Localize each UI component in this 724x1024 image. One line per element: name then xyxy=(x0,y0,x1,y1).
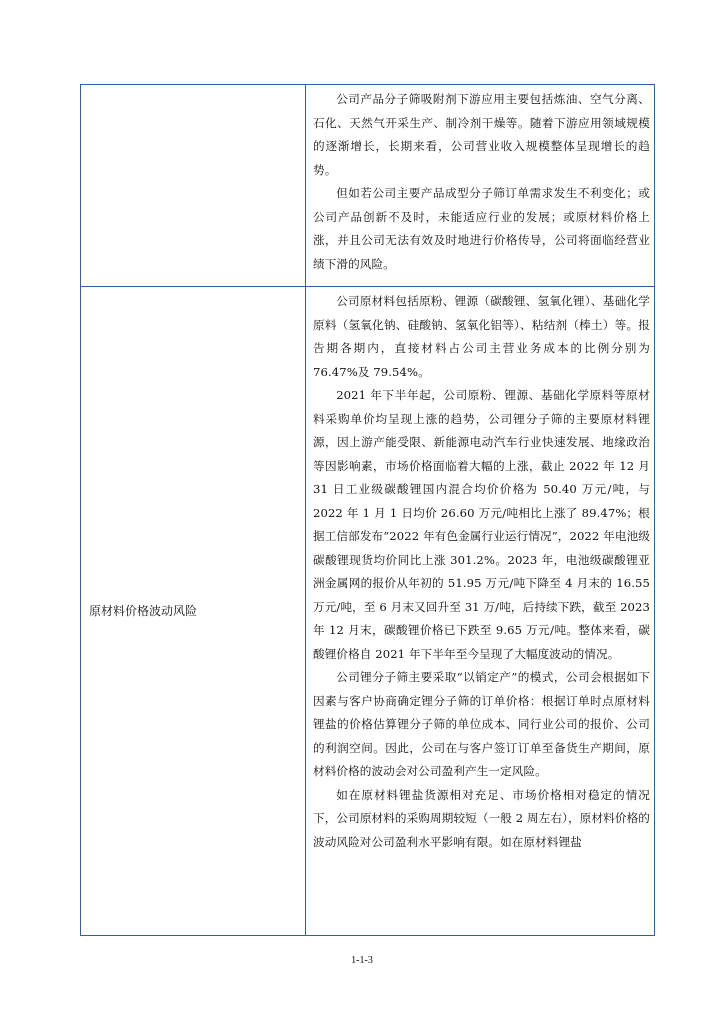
paragraph: 但如若公司主要产品成型分子筛订单需求发生不利变化；或公司产品创新不及时，未能适应行业的发展；或原材料价格上涨，并且公司无法有效及时地进行价格传导，公司将面临经营业绩下滑的风险。 xyxy=(313,186,650,271)
paragraph: 公司原材料包括原粉、锂源（碳酸锂、氢氧化锂）、基础化学原料（氢氧化钠、硅酸钠、氢氧化铝等）、粘结剂（棒土）等。报告期各期内，直接材料占公司主营业务成本的比例分别为 76.47%及 79.54%。 xyxy=(313,294,650,379)
table-row xyxy=(81,85,655,287)
page-number: 1-1-3 xyxy=(351,955,373,966)
paragraph: 2021 年下半年起，公司原粉、锂源、基础化学原料等原材料采购单价均呈现上涨的趋势，公司锂分子筛的主要原材料锂源，因上游产能受限、新能源电动汽车行业快速发展、地缘政治等因影响素，市场价格面临着大幅的上涨，截止 2022 年 12 月 31 日工业级碳酸锂国内混合均价价格为 50.40 万元/吨，与 2022 年 1 月 1 日均价 26.60 万元/吨相比上涨了 89.47%；根据工信部发布“2022 年有色金属行业运行情况”，2022 年电池级碳酸锂现货均价同比上涨 301.2%。2023 年，电池级碳酸锂亚洲金属网的报价从年初的 51.95 万元/吨下降至 4 月末的 16.55 万元/吨，至 6 月末又回升至 31 万/吨，后持续下跌，截至 2023 年 12 月末，碳酸锂价格已下跌至 9.65 万元/吨。整体来看，碳酸锂价格自 2021 年下半年至今呈现了大幅度波动的情况。 xyxy=(313,388,650,661)
risk-label-cell xyxy=(81,85,306,287)
paragraph: 公司锂分子筛主要采取“以销定产”的模式，公司会根据如下因素与客户协商确定锂分子筛的订单价格：根据订单时点原材料锂盐的价格估算锂分子筛的单位成本、同行业公司的报价、公司的利润空间。因此，公司在与客户签订订单至备货生产期间，原材料价格的波动会对公司盈利产生一定风险。 xyxy=(313,670,650,778)
risk-label-cell xyxy=(81,287,306,936)
risk-description-cell xyxy=(306,287,655,936)
table-row xyxy=(81,287,655,936)
risk-label: 原材料价格波动风险 xyxy=(89,604,198,618)
risk-factors-table xyxy=(80,84,655,936)
risk-description-cell xyxy=(306,85,655,287)
paragraph: 公司产品分子筛吸附剂下游应用主要包括炼油、空气分离、石化、天然气开采生产、制冷剂干燥等。随着下游应用领域规模的逐渐增长，长期来看，公司营业收入规模整体呈现增长的趋势。 xyxy=(313,92,650,177)
paragraph: 如在原材料锂盐货源相对充足、市场价格相对稳定的情况下，公司原材料的采购周期较短（一般 2 周左右），原材料价格的波动风险对公司盈利水平影响有限。如在原材料锂盐 xyxy=(313,787,650,849)
